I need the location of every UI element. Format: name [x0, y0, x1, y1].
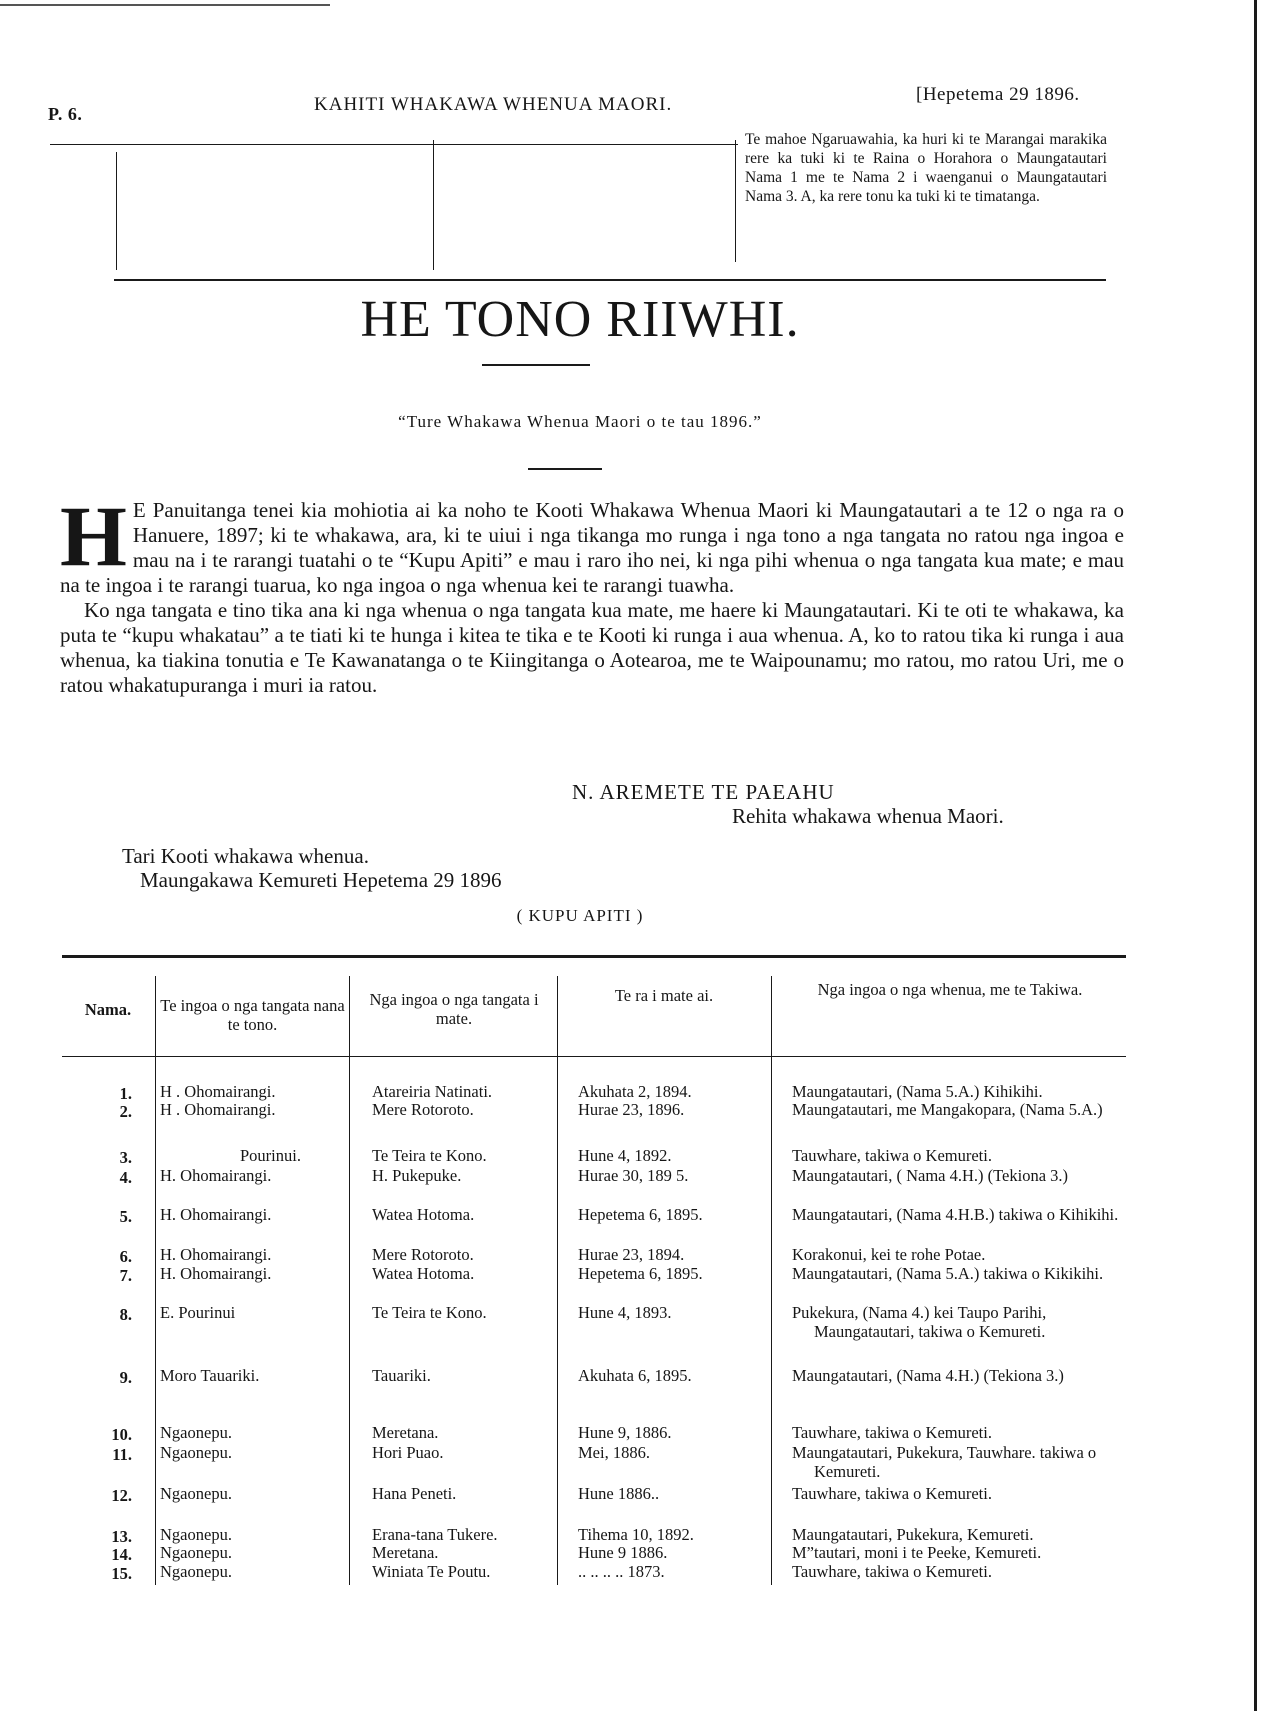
table-top-rule [62, 955, 1126, 958]
cell-date: .. .. .. .. 1873. [578, 1562, 665, 1581]
cell-num: 5. [119, 1207, 132, 1226]
cell-lands: Maungatautari, Pukekura, Tauwhare. takiwa o Kemureti. [792, 1443, 1097, 1481]
drop-cap: H [60, 488, 127, 584]
table-col-divider-1 [155, 976, 156, 1585]
cell-applicant: H . Ohomairangi. [160, 1100, 276, 1119]
page-reference: P. 6. [48, 104, 83, 124]
cell-deceased: Erana-tana Tukere. [372, 1525, 498, 1544]
registrar-role: Rehita whakawa whenua Maori. [732, 804, 1004, 828]
cell-num: 14. [111, 1545, 132, 1564]
cell-date: Hune 9 1886. [578, 1543, 668, 1562]
cell-applicant: H. Ohomairangi. [160, 1245, 272, 1264]
cell-date: Akuhata 2, 1894. [578, 1082, 692, 1101]
continuation-divider-3 [735, 140, 736, 262]
continuation-divider-1 [116, 152, 117, 270]
cell-lands: Tauwhare, takiwa o Kemureti. [792, 1562, 992, 1581]
scan-edge-right [1254, 0, 1257, 1711]
cell-deceased: Meretana. [372, 1543, 439, 1562]
cell-num: 11. [112, 1445, 132, 1464]
registrar-name: N. AREMETE TE PAEAHU [572, 780, 835, 804]
cell-lands: Maungatautari, (Nama 5.A.) Kihikihi. [792, 1082, 1043, 1101]
issue-date: [Hepetema 29 1896. [916, 84, 1080, 105]
cell-num: 6. [119, 1247, 132, 1266]
cell-num: 4. [119, 1168, 132, 1187]
cell-deceased: Mere Rotoroto. [372, 1245, 474, 1264]
cell-num: 7. [119, 1266, 132, 1285]
cell-deceased: Mere Rotoroto. [372, 1100, 474, 1119]
cell-date: Hurae 23, 1894. [578, 1245, 685, 1264]
cell-lands: Pukekura, (Nama 4.) kei Taupo Parihi, Maungatautari, takiwa o Kemureti. [792, 1303, 1047, 1341]
gazette-title: KAHITI WHAKAWA WHENUA MAORI. [314, 94, 673, 115]
cell-deceased: Atareiria Natinati. [372, 1082, 493, 1101]
cell-applicant: Ngaonepu. [160, 1543, 232, 1562]
cell-num: 10. [111, 1425, 132, 1444]
notice-title: HE TONO RIIWHI. [360, 291, 800, 348]
cell-applicant: E. Pourinui [160, 1303, 236, 1322]
cell-date: Hune 9, 1886. [578, 1423, 672, 1442]
table-col-divider-3 [557, 976, 558, 1585]
col-header-date: Te ra i mate ai. [614, 986, 714, 1005]
cell-num: 13. [111, 1527, 132, 1546]
table-header-rule [62, 1056, 1126, 1057]
subtitle-underline [528, 468, 602, 470]
scan-edge-top [0, 4, 330, 6]
cell-applicant: Pourinui. [240, 1146, 301, 1165]
cell-date: Akuhata 6, 1895. [578, 1366, 692, 1385]
table-col-divider-2 [349, 976, 350, 1585]
cell-lands: Tauwhare, takiwa o Kemureti. [792, 1146, 992, 1165]
continuation-top-rule [50, 144, 738, 145]
cell-deceased: Winiata Te Poutu. [372, 1562, 491, 1581]
cell-date: Hurae 23, 1896. [578, 1100, 685, 1119]
cell-applicant: H. Ohomairangi. [160, 1166, 272, 1185]
office-line-2: Maungakawa Kemureti Hepetema 29 1896 [140, 868, 502, 892]
cell-num: 1. [119, 1084, 132, 1103]
cell-lands: Maungatautari, me Mangakopara, (Nama 5.A.) [792, 1100, 1103, 1119]
cell-lands: Maungatautari, ( Nama 4.H.) (Tekiona 3.) [792, 1166, 1069, 1185]
cell-date: Tihema 10, 1892. [578, 1525, 694, 1544]
cell-applicant: Moro Tauariki. [160, 1366, 260, 1385]
table-col-divider-4 [771, 976, 772, 1585]
title-underline [482, 364, 590, 366]
cell-deceased: Watea Hotoma. [372, 1205, 475, 1224]
cell-num: 2. [119, 1102, 132, 1121]
cell-num: 8. [119, 1305, 132, 1324]
cell-deceased: Watea Hotoma. [372, 1264, 475, 1283]
cell-num: 15. [111, 1564, 132, 1583]
cell-deceased: Hana Peneti. [372, 1484, 457, 1503]
continuation-divider-2 [433, 140, 434, 270]
cell-applicant: Ngaonepu. [160, 1443, 232, 1462]
cell-date: Hepetema 6, 1895. [578, 1205, 703, 1224]
cell-num: 9. [119, 1368, 132, 1387]
cell-lands: Maungatautari, Pukekura, Kemureti. [792, 1525, 1034, 1544]
notice-paragraph-1 [60, 488, 1124, 598]
cell-applicant: H. Ohomairangi. [160, 1205, 272, 1224]
cell-date: Hune 1886.. [578, 1484, 660, 1503]
cell-deceased: Tauariki. [372, 1366, 431, 1385]
cell-date: Hune 4, 1892. [578, 1146, 672, 1165]
cell-lands: Maungatautari, (Nama 4.H.B.) takiwa o Kihikihi. [792, 1205, 1119, 1224]
cell-applicant: Ngaonepu. [160, 1484, 232, 1503]
cell-date: Mei, 1886. [578, 1443, 650, 1462]
cell-applicant: Ngaonepu. [160, 1423, 232, 1442]
cell-lands: Tauwhare, takiwa o Kemureti. [792, 1423, 992, 1442]
schedule-title: ( KUPU APITI ) [516, 906, 644, 925]
cell-date: Hurae 30, 189 5. [578, 1166, 689, 1185]
cell-applicant: Ngaonepu. [160, 1525, 232, 1544]
cell-applicant: H. Ohomairangi. [160, 1264, 272, 1283]
cell-num: 3. [119, 1148, 132, 1167]
notice-paragraph-1-text: E Panuitanga tenei kia mohiotia ai ka noho te Kooti Whakawa Whenua Maori ki Maungatautari a te 12 o nga ra o Hanuere, 1897; ki te whakawa, ara, ki te uiui i nga tikanga mo runga i nga tono a nga tangata no ratou nga ingoa e mau na i te rarangi tuatahi o te “Kupu Apiti” e mau i raro iho nei, ki nga pihi whenua o nga tangata kua mate; e mau na te ingoa i te rarangi tuarua, ko nga ingoa o nga whenua kei te rarangi tuawha. [60, 498, 1124, 597]
office-line-1: Tari Kooti whakawa whenua. [122, 844, 369, 868]
col-header-applicant: Te ingoa o nga tangata nana te tono. [160, 996, 345, 1034]
continuation-bottom-rule [114, 279, 1106, 281]
cell-date: Hune 4, 1893. [578, 1303, 672, 1322]
cell-deceased: Te Teira te Kono. [372, 1146, 487, 1165]
cell-deceased: H. Pukepuke. [372, 1166, 462, 1185]
cell-date: Hepetema 6, 1895. [578, 1264, 703, 1283]
cell-deceased: Te Teira te Kono. [372, 1303, 487, 1322]
col-header-lands: Nga ingoa o nga whenua, me te Takiwa. [817, 980, 1083, 999]
continuation-text: Te mahoe Ngaruawahia, ka huri ki te Marangai marakika rere ka tuki ki te Raina o Horahora o Maungatautari Nama 1 me te Nama 2 i waenganui o Maungatautari Nama 3. A, ka rere tonu ka tuki ki te timatanga. [745, 131, 1107, 205]
cell-num: 12. [111, 1486, 132, 1505]
cell-deceased: Meretana. [372, 1423, 439, 1442]
cell-applicant: Ngaonepu. [160, 1562, 232, 1581]
cell-lands: Tauwhare, takiwa o Kemureti. [792, 1484, 992, 1503]
col-header-deceased: Nga ingoa o nga tangata i mate. [369, 990, 539, 1028]
cell-lands: M”tautari, moni i te Peeke, Kemureti. [792, 1543, 1042, 1562]
col-header-nama: Nama. [84, 1000, 132, 1019]
notice-body [60, 488, 1124, 698]
cell-lands: Maungatautari, (Nama 5.A.) takiwa o Kikikihi. [792, 1264, 1104, 1283]
notice-paragraph-2: Ko nga tangata e tino tika ana ki nga whenua o nga tangata kua mate, me haere ki Maungatautari. Ki te oti te whakawa, ka puta te “kupu whakatau” a te tiati ki te hunga i kitea te tika e te Kooti ki runga i aua whenua. A, ko to ratou tika ki runga i aua whenua, ka tiakina tonutia e Te Kawanatanga o te Kiingitanga o Aotearoa, me te Waipounamu; mo ratou, mo ratou Uri, me o ratou whakatupuranga i muri ia ratou. [60, 598, 1124, 697]
cell-applicant: H . Ohomairangi. [160, 1082, 276, 1101]
cell-lands: Korakonui, kei te rohe Potae. [792, 1245, 986, 1264]
cell-lands: Maungatautari, (Nama 4.H.) (Tekiona 3.) [792, 1366, 1064, 1385]
cell-deceased: Hori Puao. [372, 1443, 444, 1462]
act-citation: “Ture Whakawa Whenua Maori o te tau 1896.” [398, 412, 762, 431]
